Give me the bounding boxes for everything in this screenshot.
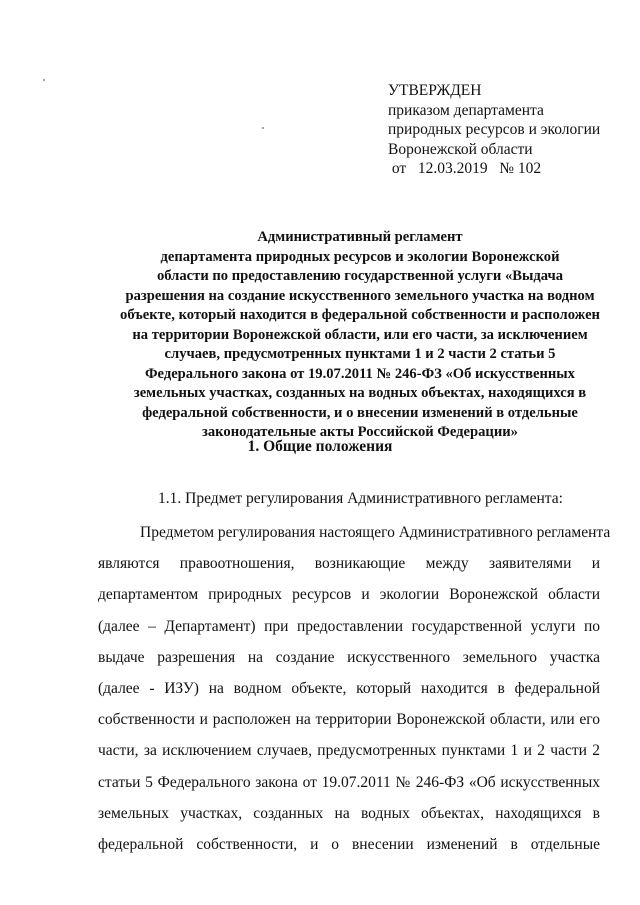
body-line: федеральной собственности, и о внесении изменений в отдельные [98,835,600,853]
title-line: на территории Воронежской области, или его части, за исключением [132,326,588,343]
title-line: федеральной собственности, и о внесении изменений в отдельные [142,404,578,421]
body-line: собственности и расположен на территории Воронежской области, или его [98,711,600,729]
body-line: статьи 5 Федерального закона от 19.07.2011 № 246-ФЗ «Об искусственных [98,773,600,791]
title-line: департамента природных ресурсов и экологии Воронежской [160,248,560,265]
body-line: Предметом регулирования настоящего Административного регламента [140,524,611,541]
approval-stamp [388,81,600,179]
body-line: земельных участках, созданных на водных объектах, находящихся в [98,804,600,822]
title-line: Федерального закона от 19.07.2011 № 246-ФЗ «Об искусственных [145,365,575,382]
section-heading: 1. Общие положения [247,438,393,455]
approval-line: Воронежской области [388,140,533,158]
title-line: объекте, который находится в федеральной собственности и расположен [120,307,600,323]
title-line: случаев, предусмотренных пунктами 1 и 2 части 2 статьи 5 [164,346,556,362]
title-line: разрешения на создание искусственного земельного участка на водном [125,287,595,304]
title-line: Административный регламент [257,229,463,245]
approval-date-number: от 12.03.2019 № 102 [388,160,542,177]
approval-line: приказом департамента [388,101,544,119]
body-line: (далее – Департамент) при предоставлении государственной услуги по [98,617,600,635]
body-line: выдаче разрешения на создание искусственного земельного участка [98,648,600,666]
clause-heading: 1.1. Предмет регулирования Административного регламента: [158,490,563,507]
body-line: департаментом природных ресурсов и экологии Воронежской области [98,586,600,604]
body-line: части, за исключением случаев, предусмотренных пунктами 1 и 2 части 2 [98,742,600,760]
scan-speck [43,79,45,81]
title-line: земельных участках, созданных на водных объектах, находящихся в [133,385,587,401]
approval-heading: УТВЕРЖДЕН [388,82,482,99]
scan-speck [262,127,264,129]
body-line: являются правоотношения, возникающие между заявителями и [98,555,600,573]
title-line: области по предоставлению государственной услуги «Выдача [156,268,564,284]
title-line: законодательные акты Российской Федерации» [202,424,518,440]
approval-line: природных ресурсов и экологии [388,121,601,138]
body-line: (далее - ИЗУ) на водном объекте, который находится в федеральной [98,679,600,697]
clause-body [98,517,611,860]
document-title [116,228,604,443]
